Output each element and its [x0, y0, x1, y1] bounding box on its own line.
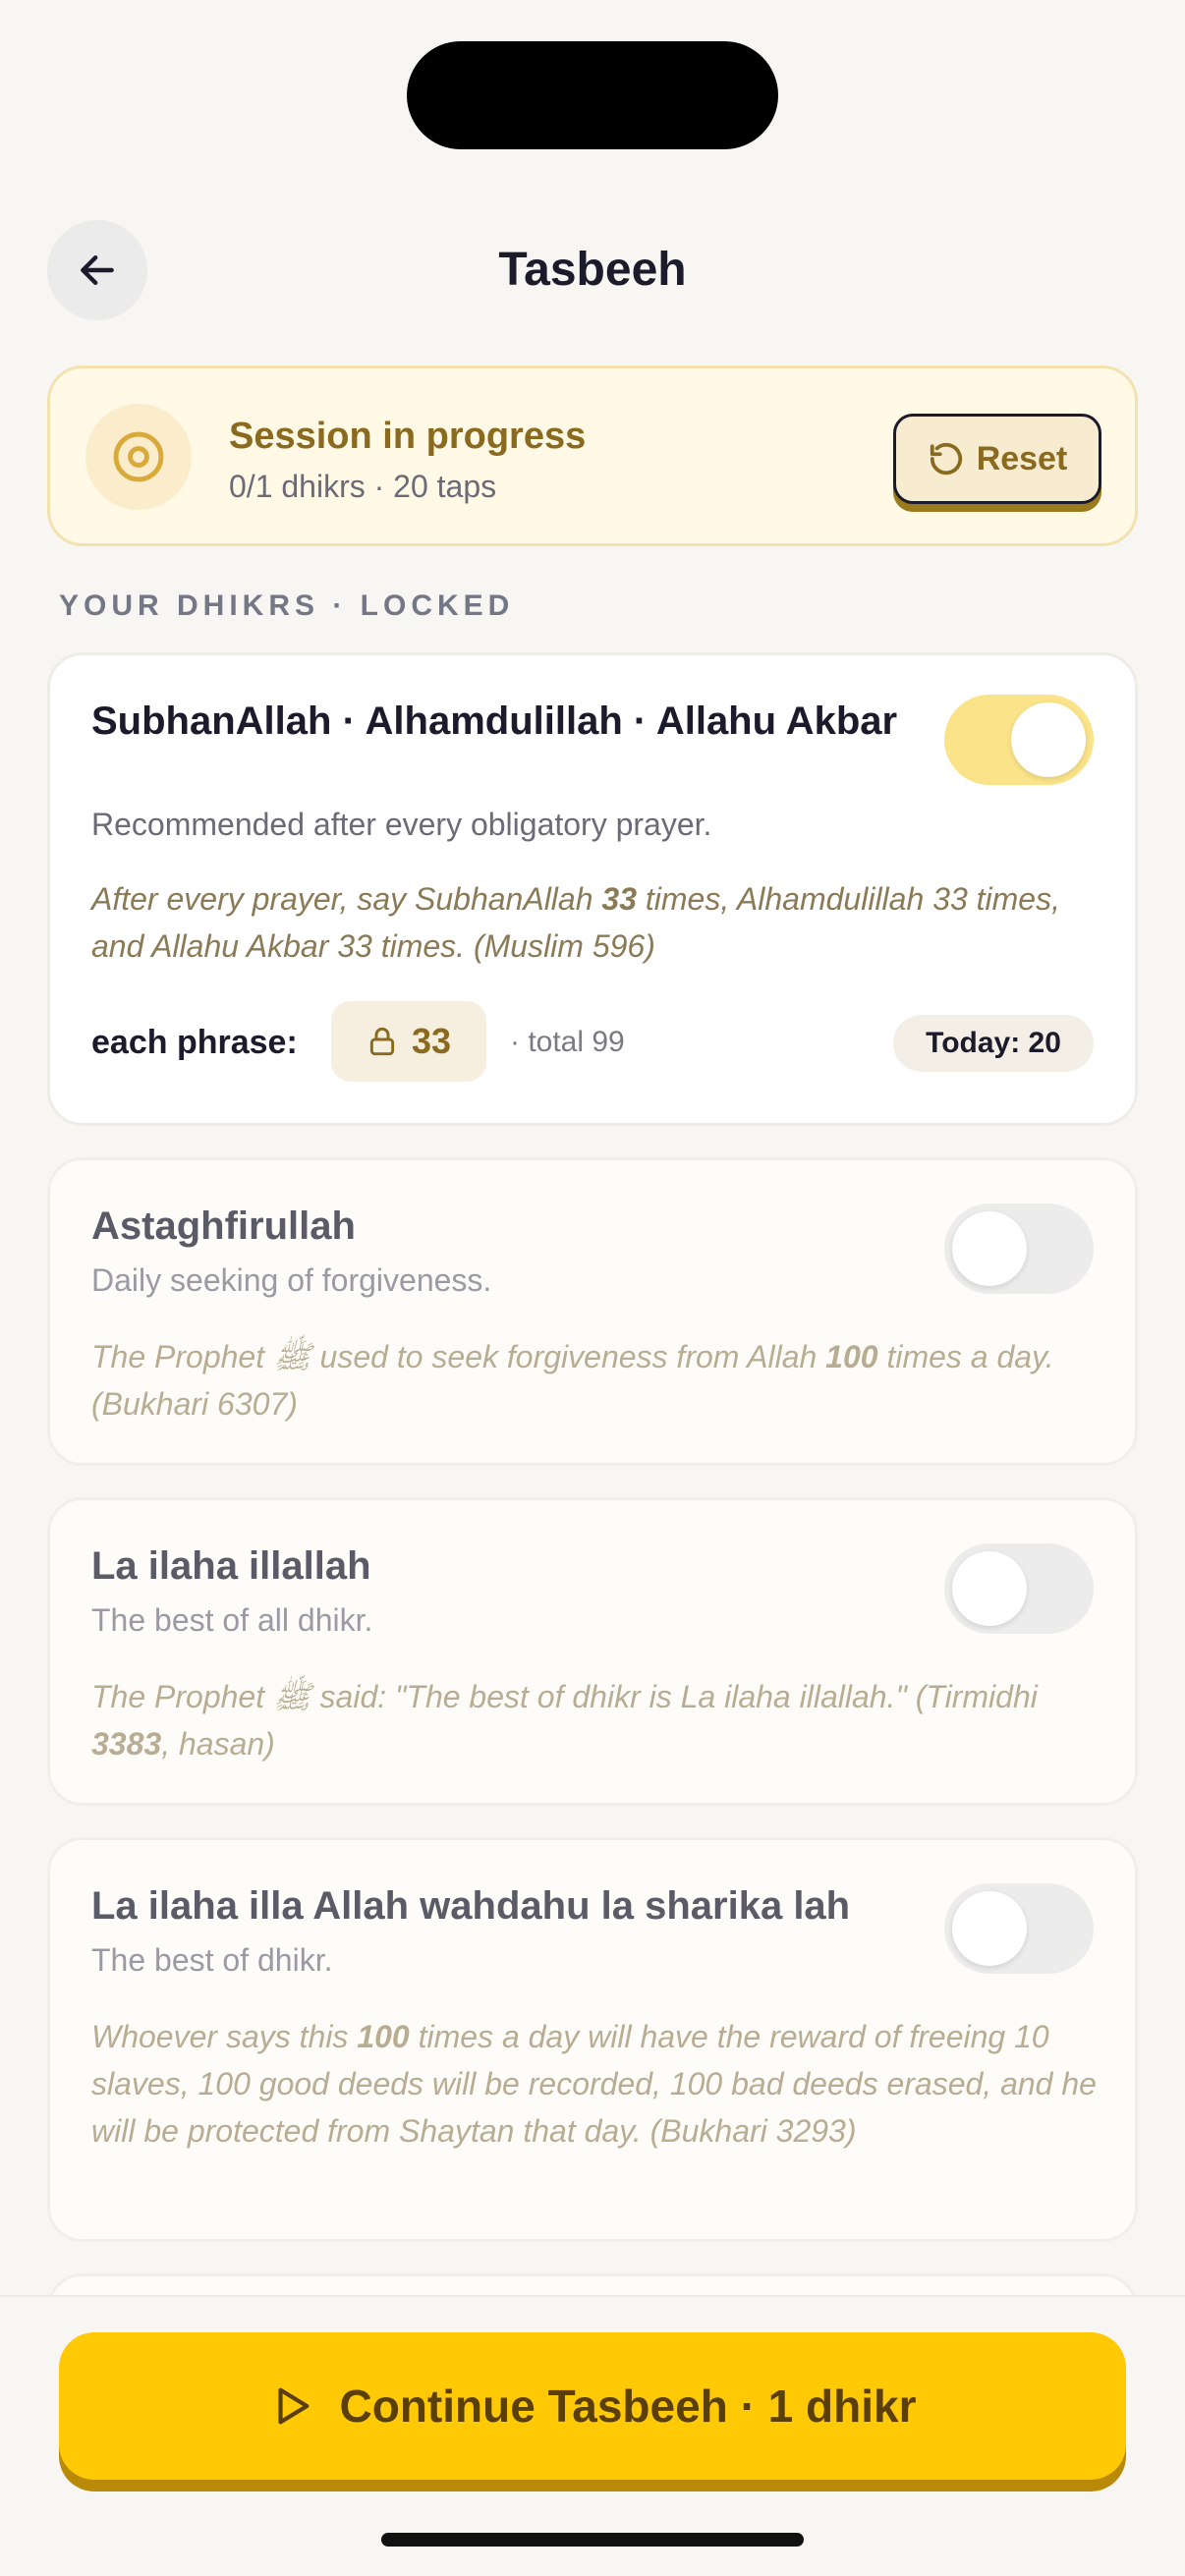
reset-label: Reset: [976, 439, 1068, 477]
dhikr-toggle[interactable]: [944, 1204, 1094, 1294]
count-pill: [331, 1001, 486, 1082]
dhikr-card[interactable]: [47, 1157, 1138, 1466]
total-count: · total 99: [510, 1026, 625, 1058]
dhikr-hadith: Whoever says this 100 times a day will have the reward of freeing 10 slaves, 100 good deeds will be recorded, 100 bad deeds erased, and he will be protected from Shaytan that day. (Bukhari 3293): [91, 2019, 1097, 2149]
dhikr-hadith: The Prophet ﷺ said: "The best of dhikr is La ilaha illallah." (Tirmidhi 3383, hasan): [91, 1679, 1038, 1762]
each-phrase-label: each phrase:: [91, 1024, 298, 1061]
continue-tasbeeh-button[interactable]: [59, 2332, 1126, 2480]
play-icon: [269, 2383, 314, 2429]
toggle-knob: [1011, 702, 1086, 777]
dhikr-title: SubhanAllah · Alhamdulillah · Allahu Akbar: [91, 700, 898, 743]
toggle-knob: [952, 1891, 1027, 1966]
dhikr-title: Astaghfirullah: [91, 1204, 356, 1248]
session-title: Session in progress: [229, 416, 587, 457]
home-indicator: [381, 2533, 804, 2547]
toggle-knob: [952, 1551, 1027, 1626]
reset-icon: [928, 440, 965, 477]
target-icon: [85, 404, 192, 510]
dhikr-toggle[interactable]: [944, 1543, 1094, 1634]
dhikr-toggle[interactable]: [944, 695, 1094, 785]
dhikr-subtitle: The best of dhikr.: [91, 1942, 333, 1978]
toggle-knob: [952, 1211, 1027, 1286]
dhikr-card[interactable]: [47, 652, 1138, 1126]
dynamic-island: [407, 41, 778, 149]
dhikr-title: La ilaha illa Allah wahdahu la sharika lah: [91, 1884, 851, 1928]
dhikr-toggle[interactable]: [944, 1883, 1094, 1974]
today-badge: Today: 20: [893, 1015, 1094, 1072]
session-banner: [47, 365, 1138, 546]
dhikr-subtitle: The best of all dhikr.: [91, 1602, 373, 1638]
dhikr-subtitle: Recommended after every obligatory prayer.: [91, 807, 712, 842]
dhikr-card[interactable]: [47, 1497, 1138, 1806]
continue-label: Continue Tasbeeh · 1 dhikr: [339, 2380, 917, 2432]
dhikr-subtitle: Daily seeking of forgiveness.: [91, 1262, 492, 1298]
section-header: YOUR DHIKRS · LOCKED: [59, 589, 515, 622]
dhikr-hadith: After every prayer, say SubhanAllah 33 times, Alhamdulillah 33 times, and Allahu Akbar 33 times. (Muslim 596): [91, 881, 1060, 964]
dhikr-card[interactable]: [47, 1837, 1138, 2242]
page-title: Tasbeeh: [498, 244, 687, 296]
reset-button[interactable]: [893, 414, 1101, 504]
count-value: 33: [411, 1021, 452, 1061]
lock-icon: [367, 1026, 398, 1057]
dhikr-hadith: The Prophet ﷺ used to seek forgiveness from Allah 100 times a day. (Bukhari 6307): [91, 1339, 1054, 1422]
session-subtitle: 0/1 dhikrs · 20 taps: [229, 469, 497, 504]
dhikr-title: La ilaha illallah: [91, 1544, 371, 1588]
